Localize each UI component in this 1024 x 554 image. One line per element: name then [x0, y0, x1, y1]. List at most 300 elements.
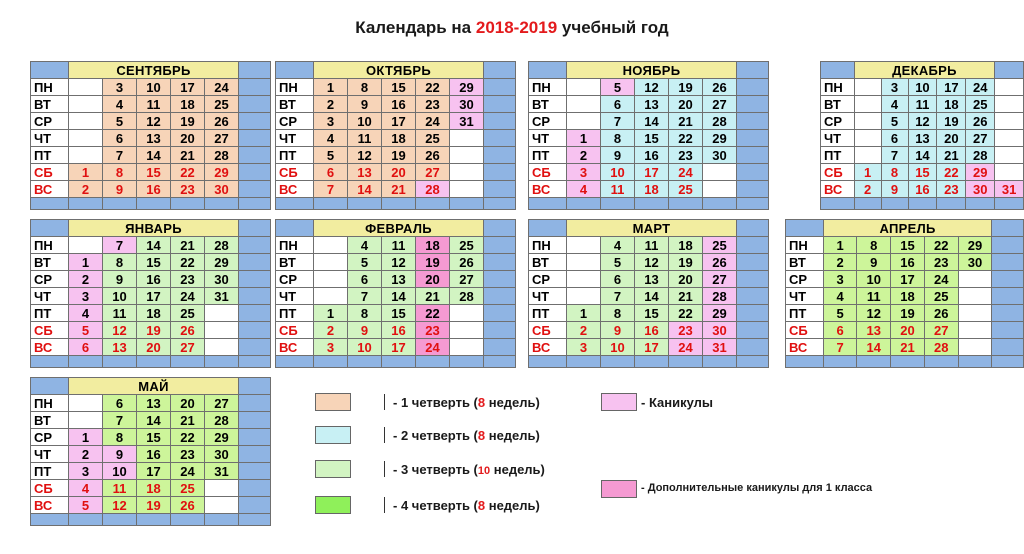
legend-divider	[384, 497, 385, 513]
separator-cell	[239, 198, 271, 210]
month-header-spacer	[239, 62, 271, 79]
month-name: НОЯБРЬ	[567, 62, 737, 79]
day-cell: 2	[69, 446, 103, 463]
separator-cell	[484, 254, 516, 271]
separator-cell	[857, 356, 891, 368]
day-cell: 13	[348, 164, 382, 181]
day-cell: 7	[314, 181, 348, 198]
day-cell: 18	[171, 96, 205, 113]
separator-cell	[703, 356, 737, 368]
title-suffix: учебный год	[557, 18, 669, 37]
day-cell: 3	[103, 79, 137, 96]
day-cell: 25	[450, 237, 484, 254]
separator-cell	[937, 198, 966, 210]
day-cell: 15	[382, 79, 416, 96]
empty-cell	[567, 237, 601, 254]
day-cell: 8	[601, 130, 635, 147]
separator-cell	[567, 356, 601, 368]
day-cell: 24	[966, 79, 995, 96]
weekday-label: ЧТ	[529, 288, 567, 305]
separator-cell	[484, 271, 516, 288]
empty-cell	[854, 147, 881, 164]
day-cell: 26	[205, 113, 239, 130]
day-cell: 9	[857, 254, 891, 271]
day-cell: 16	[137, 181, 171, 198]
day-cell: 21	[669, 113, 703, 130]
week-row	[529, 164, 769, 181]
day-cell: 26	[966, 113, 995, 130]
separator-cell	[995, 198, 1024, 210]
empty-cell	[854, 113, 881, 130]
separator-cell	[737, 254, 769, 271]
day-cell: 7	[103, 412, 137, 429]
day-cell: 27	[205, 130, 239, 147]
separator-cell	[239, 322, 271, 339]
empty-cell	[450, 164, 484, 181]
separator-cell	[821, 198, 855, 210]
separator-cell	[484, 79, 516, 96]
day-cell: 3	[567, 339, 601, 356]
separator-cell	[737, 130, 769, 147]
day-cell: 3	[823, 271, 857, 288]
legend-divider	[384, 461, 385, 477]
day-cell: 5	[103, 113, 137, 130]
day-cell: 14	[137, 147, 171, 164]
day-cell: 8	[348, 305, 382, 322]
day-cell: 23	[171, 446, 205, 463]
day-cell: 13	[908, 130, 937, 147]
weekday-label: ПН	[31, 395, 69, 412]
day-cell: 14	[908, 147, 937, 164]
empty-cell	[995, 147, 1024, 164]
weekday-label: ПТ	[31, 305, 69, 322]
day-cell: 26	[450, 254, 484, 271]
separator-cell	[348, 198, 382, 210]
weekday-label: ПН	[31, 79, 69, 96]
day-cell: 22	[937, 164, 966, 181]
weekday-label: ВТ	[786, 254, 824, 271]
separator-cell	[103, 514, 137, 526]
week-row	[31, 339, 271, 356]
week-row	[31, 412, 271, 429]
day-cell: 17	[137, 463, 171, 480]
day-cell: 20	[416, 271, 450, 288]
day-cell: 13	[103, 339, 137, 356]
day-cell: 5	[601, 79, 635, 96]
week-row	[786, 271, 1024, 288]
legend-swatch-quarter-3	[315, 460, 351, 478]
weekday-label: ПН	[786, 237, 824, 254]
separator-cell	[171, 514, 205, 526]
day-cell: 8	[348, 79, 382, 96]
day-cell: 19	[171, 113, 205, 130]
weekday-label: ЧТ	[31, 288, 69, 305]
weekday-label: ПН	[276, 79, 314, 96]
day-cell: 5	[601, 254, 635, 271]
weekday-label: СР	[31, 429, 69, 446]
day-cell: 23	[669, 322, 703, 339]
day-cell: 25	[205, 96, 239, 113]
week-row	[276, 322, 516, 339]
day-cell: 1	[854, 164, 881, 181]
week-row	[529, 147, 769, 164]
day-cell: 10	[908, 79, 937, 96]
day-cell: 21	[171, 237, 205, 254]
day-cell: 1	[823, 237, 857, 254]
weekday-label: ЧТ	[31, 446, 69, 463]
day-cell: 16	[635, 322, 669, 339]
day-cell: 13	[137, 395, 171, 412]
day-cell: 7	[601, 288, 635, 305]
separator-cell	[737, 237, 769, 254]
day-cell: 2	[823, 254, 857, 271]
day-cell: 28	[416, 181, 450, 198]
separator-cell	[966, 198, 995, 210]
day-cell: 12	[908, 113, 937, 130]
day-cell: 16	[635, 147, 669, 164]
day-cell: 3	[314, 339, 348, 356]
separator-cell	[737, 79, 769, 96]
day-cell: 9	[103, 181, 137, 198]
week-row	[276, 237, 516, 254]
separator-cell	[924, 356, 958, 368]
week-row	[821, 130, 1024, 147]
week-row	[276, 181, 516, 198]
day-cell: 24	[416, 113, 450, 130]
day-cell: 27	[703, 96, 737, 113]
day-cell: 4	[314, 130, 348, 147]
day-cell: 15	[891, 237, 925, 254]
day-cell: 12	[635, 254, 669, 271]
week-row	[529, 288, 769, 305]
empty-cell	[567, 96, 601, 113]
separator-cell	[737, 271, 769, 288]
separator-cell	[786, 356, 824, 368]
day-cell: 28	[703, 113, 737, 130]
day-cell: 12	[382, 254, 416, 271]
month-header-spacer	[529, 62, 567, 79]
empty-cell	[205, 497, 239, 514]
day-cell: 10	[348, 339, 382, 356]
day-cell: 12	[348, 147, 382, 164]
separator-cell	[239, 514, 271, 526]
weekday-label: ЧТ	[786, 288, 824, 305]
week-row	[821, 79, 1024, 96]
day-cell: 19	[416, 254, 450, 271]
weekday-label: СР	[529, 113, 567, 130]
separator-cell	[529, 356, 567, 368]
weekday-label: ЧТ	[31, 130, 69, 147]
legend-label-quarter-4: - 4 четверть (8 недель)	[393, 498, 540, 513]
month-header-spacer	[239, 378, 271, 395]
day-cell: 1	[69, 429, 103, 446]
month-dec	[820, 61, 1024, 210]
weekday-label: ВТ	[276, 96, 314, 113]
day-cell: 8	[103, 254, 137, 271]
day-cell: 22	[669, 305, 703, 322]
separator-cell	[239, 130, 271, 147]
empty-cell	[450, 147, 484, 164]
day-cell: 20	[171, 130, 205, 147]
day-cell: 7	[881, 147, 908, 164]
separator-cell	[992, 356, 1024, 368]
separator-cell	[992, 305, 1024, 322]
day-cell: 26	[703, 254, 737, 271]
day-cell: 25	[669, 181, 703, 198]
separator-cell	[239, 305, 271, 322]
empty-cell	[958, 339, 992, 356]
month-header-spacer	[992, 220, 1024, 237]
month-name: ЯНВАРЬ	[69, 220, 239, 237]
day-cell: 14	[382, 288, 416, 305]
month-name: МАЙ	[69, 378, 239, 395]
empty-cell	[450, 130, 484, 147]
week-row	[276, 288, 516, 305]
month-header-spacer	[821, 62, 855, 79]
day-cell: 24	[416, 339, 450, 356]
day-cell: 29	[205, 254, 239, 271]
weekday-label: СР	[529, 271, 567, 288]
day-cell: 9	[103, 271, 137, 288]
empty-cell	[567, 288, 601, 305]
month-header-spacer	[786, 220, 824, 237]
week-row	[276, 79, 516, 96]
day-cell: 11	[857, 288, 891, 305]
separator-cell	[171, 198, 205, 210]
separator-cell	[205, 198, 239, 210]
day-cell: 22	[669, 130, 703, 147]
legend-label-quarter-3: - 3 четверть (10 недель)	[393, 462, 545, 477]
day-cell: 21	[171, 147, 205, 164]
separator-cell	[484, 322, 516, 339]
day-cell: 27	[924, 322, 958, 339]
separator-cell	[314, 198, 348, 210]
title-years: 2018-2019	[475, 18, 558, 37]
empty-cell	[205, 305, 239, 322]
day-cell: 21	[891, 339, 925, 356]
weekday-label: ПТ	[276, 305, 314, 322]
weekday-label: ПН	[31, 237, 69, 254]
empty-cell	[995, 79, 1024, 96]
weekday-label: СБ	[276, 322, 314, 339]
day-cell: 17	[171, 79, 205, 96]
separator-cell	[171, 356, 205, 368]
day-cell: 7	[823, 339, 857, 356]
day-cell: 21	[171, 412, 205, 429]
week-row	[529, 322, 769, 339]
day-cell: 29	[205, 164, 239, 181]
day-cell: 19	[937, 113, 966, 130]
empty-cell	[958, 288, 992, 305]
day-cell: 22	[416, 305, 450, 322]
weekday-label: ВС	[276, 181, 314, 198]
month-nov	[528, 61, 769, 210]
day-cell: 17	[382, 339, 416, 356]
week-row	[276, 339, 516, 356]
month-apr	[785, 219, 1024, 368]
month-header-spacer	[484, 220, 516, 237]
day-cell: 3	[69, 463, 103, 480]
day-cell: 16	[891, 254, 925, 271]
separator-cell	[484, 130, 516, 147]
weekday-label: СР	[31, 271, 69, 288]
month-name: ДЕКАБРЬ	[854, 62, 995, 79]
separator-cell	[239, 79, 271, 96]
weekday-label: ЧТ	[821, 130, 855, 147]
day-cell: 19	[669, 79, 703, 96]
weekday-label: СР	[786, 271, 824, 288]
week-row	[276, 254, 516, 271]
day-cell: 11	[601, 181, 635, 198]
day-cell: 25	[416, 130, 450, 147]
legend-divider	[384, 394, 385, 410]
separator-cell	[276, 198, 314, 210]
empty-cell	[69, 113, 103, 130]
day-cell: 6	[881, 130, 908, 147]
day-cell: 30	[703, 147, 737, 164]
separator-cell	[635, 356, 669, 368]
separator-cell	[992, 237, 1024, 254]
separator-cell	[992, 271, 1024, 288]
day-cell: 22	[171, 164, 205, 181]
separator-cell	[484, 356, 516, 368]
day-cell: 27	[966, 130, 995, 147]
weekday-label: СБ	[821, 164, 855, 181]
separator-cell	[854, 198, 881, 210]
empty-cell	[958, 322, 992, 339]
week-row	[821, 147, 1024, 164]
empty-cell	[314, 237, 348, 254]
day-cell: 8	[881, 164, 908, 181]
month-feb	[275, 219, 516, 368]
separator-cell	[239, 237, 271, 254]
day-cell: 15	[137, 429, 171, 446]
empty-cell	[703, 164, 737, 181]
month-header-spacer	[737, 62, 769, 79]
day-cell: 27	[171, 339, 205, 356]
day-cell: 30	[958, 254, 992, 271]
week-row	[786, 254, 1024, 271]
day-cell: 10	[857, 271, 891, 288]
day-cell: 10	[103, 288, 137, 305]
empty-cell	[567, 113, 601, 130]
empty-cell	[703, 181, 737, 198]
day-cell: 7	[103, 237, 137, 254]
day-cell: 28	[703, 288, 737, 305]
day-cell: 9	[601, 147, 635, 164]
day-cell: 13	[137, 130, 171, 147]
empty-cell	[854, 130, 881, 147]
separator-cell	[416, 198, 450, 210]
separator-cell	[31, 198, 69, 210]
day-cell: 24	[171, 463, 205, 480]
week-row	[31, 164, 271, 181]
empty-cell	[450, 339, 484, 356]
day-cell: 10	[348, 113, 382, 130]
day-cell: 30	[205, 271, 239, 288]
separator-cell	[239, 497, 271, 514]
day-cell: 12	[103, 322, 137, 339]
day-cell: 8	[857, 237, 891, 254]
week-row	[31, 395, 271, 412]
day-cell: 17	[635, 339, 669, 356]
week-row	[31, 79, 271, 96]
day-cell: 8	[601, 305, 635, 322]
separator-cell	[239, 480, 271, 497]
day-cell: 29	[205, 429, 239, 446]
day-cell: 19	[137, 497, 171, 514]
day-cell: 16	[382, 322, 416, 339]
day-cell: 20	[669, 96, 703, 113]
week-row	[276, 147, 516, 164]
legend-label-extra-vacation: - Дополнительные каникулы для 1 класса	[641, 482, 873, 494]
day-cell: 5	[314, 147, 348, 164]
week-row	[529, 79, 769, 96]
week-row	[529, 339, 769, 356]
empty-cell	[314, 288, 348, 305]
separator-cell	[239, 254, 271, 271]
week-row	[276, 305, 516, 322]
day-cell: 3	[69, 288, 103, 305]
separator-cell	[239, 164, 271, 181]
month-oct	[275, 61, 516, 210]
day-cell: 11	[103, 480, 137, 497]
empty-cell	[854, 96, 881, 113]
week-row	[786, 237, 1024, 254]
day-cell: 30	[205, 446, 239, 463]
separator-cell	[239, 412, 271, 429]
empty-cell	[995, 96, 1024, 113]
month-sep	[30, 61, 271, 210]
separator-cell	[958, 356, 992, 368]
day-cell: 17	[137, 288, 171, 305]
empty-cell	[567, 79, 601, 96]
empty-cell	[995, 113, 1024, 130]
month-header-spacer	[31, 62, 69, 79]
day-cell: 20	[891, 322, 925, 339]
separator-cell	[205, 356, 239, 368]
empty-cell	[854, 79, 881, 96]
separator-cell	[992, 254, 1024, 271]
week-row	[31, 130, 271, 147]
day-cell: 4	[881, 96, 908, 113]
separator-cell	[239, 113, 271, 130]
empty-cell	[995, 130, 1024, 147]
day-cell: 26	[924, 305, 958, 322]
day-cell: 2	[69, 181, 103, 198]
day-cell: 20	[137, 339, 171, 356]
separator-cell	[635, 198, 669, 210]
separator-cell	[992, 339, 1024, 356]
day-cell: 26	[171, 497, 205, 514]
day-cell: 28	[205, 147, 239, 164]
day-cell: 25	[171, 480, 205, 497]
month-header-spacer	[31, 220, 69, 237]
day-cell: 5	[69, 497, 103, 514]
week-row	[31, 181, 271, 198]
day-cell: 26	[171, 322, 205, 339]
separator-cell	[103, 198, 137, 210]
separator-cell	[484, 339, 516, 356]
day-cell: 22	[171, 254, 205, 271]
day-cell: 27	[416, 164, 450, 181]
separator-cell	[567, 198, 601, 210]
day-cell: 14	[137, 237, 171, 254]
day-cell: 18	[382, 130, 416, 147]
weekday-label: ВС	[529, 181, 567, 198]
week-row	[31, 497, 271, 514]
day-cell: 1	[314, 79, 348, 96]
